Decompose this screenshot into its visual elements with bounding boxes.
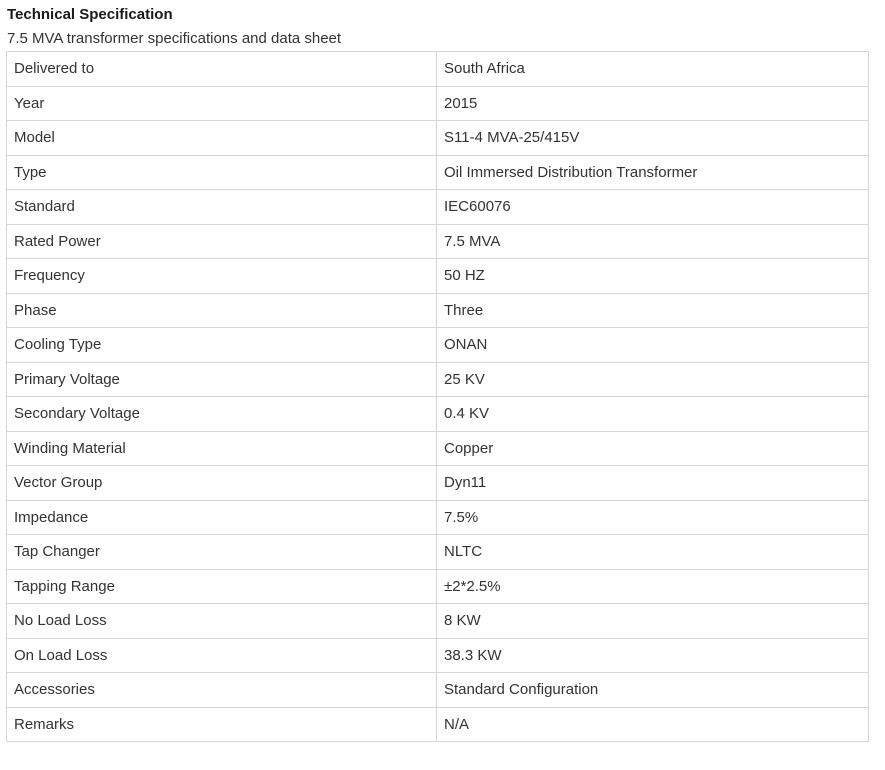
spec-label: Phase: [7, 293, 437, 328]
table-row: [7, 431, 869, 466]
table-row: [7, 224, 869, 259]
spec-value: Dyn11: [437, 466, 869, 501]
spec-label: Frequency: [7, 259, 437, 294]
spec-table-body: [7, 52, 869, 742]
spec-value: South Africa: [437, 52, 869, 87]
spec-label: Type: [7, 155, 437, 190]
table-row: [7, 328, 869, 363]
spec-value: N/A: [437, 707, 869, 742]
spec-label: Rated Power: [7, 224, 437, 259]
spec-label: Tapping Range: [7, 569, 437, 604]
spec-value: S11-4 MVA-25/415V: [437, 121, 869, 156]
table-row: [7, 362, 869, 397]
table-row: [7, 155, 869, 190]
table-row: [7, 121, 869, 156]
table-row: [7, 500, 869, 535]
spec-value: 7.5%: [437, 500, 869, 535]
spec-label: Cooling Type: [7, 328, 437, 363]
table-row: [7, 604, 869, 639]
page-title: Technical Specification: [7, 6, 173, 23]
table-row: [7, 466, 869, 501]
spec-label: Winding Material: [7, 431, 437, 466]
table-row: [7, 397, 869, 432]
spec-label: Accessories: [7, 673, 437, 708]
spec-label: Delivered to: [7, 52, 437, 87]
spec-label: Impedance: [7, 500, 437, 535]
table-row: [7, 52, 869, 87]
spec-label: On Load Loss: [7, 638, 437, 673]
table-row: [7, 638, 869, 673]
table-row: [7, 707, 869, 742]
spec-value: 50 HZ: [437, 259, 869, 294]
spec-value: Standard Configuration: [437, 673, 869, 708]
spec-label: Vector Group: [7, 466, 437, 501]
page-subtitle: 7.5 MVA transformer specifications and data sheet: [7, 30, 342, 47]
spec-value: 0.4 KV: [437, 397, 869, 432]
spec-value: 25 KV: [437, 362, 869, 397]
spec-value: 8 KW: [437, 604, 869, 639]
spec-label: Primary Voltage: [7, 362, 437, 397]
spec-table: [6, 51, 869, 742]
table-row: [7, 569, 869, 604]
spec-value: Copper: [437, 431, 869, 466]
spec-value: Oil Immersed Distribution Transformer: [437, 155, 869, 190]
table-row: [7, 535, 869, 570]
spec-value: 2015: [437, 86, 869, 121]
spec-value: 7.5 MVA: [437, 224, 869, 259]
spec-label: Remarks: [7, 707, 437, 742]
table-row: [7, 293, 869, 328]
spec-label: Year: [7, 86, 437, 121]
spec-label: Secondary Voltage: [7, 397, 437, 432]
table-row: [7, 673, 869, 708]
spec-value: ONAN: [437, 328, 869, 363]
spec-value: Three: [437, 293, 869, 328]
table-row: [7, 259, 869, 294]
spec-value: IEC60076: [437, 190, 869, 225]
spec-value: ±2*2.5%: [437, 569, 869, 604]
spec-label: Standard: [7, 190, 437, 225]
spec-label: No Load Loss: [7, 604, 437, 639]
table-row: [7, 86, 869, 121]
spec-label: Tap Changer: [7, 535, 437, 570]
spec-value: NLTC: [437, 535, 869, 570]
table-row: [7, 190, 869, 225]
spec-value: 38.3 KW: [437, 638, 869, 673]
spec-label: Model: [7, 121, 437, 156]
